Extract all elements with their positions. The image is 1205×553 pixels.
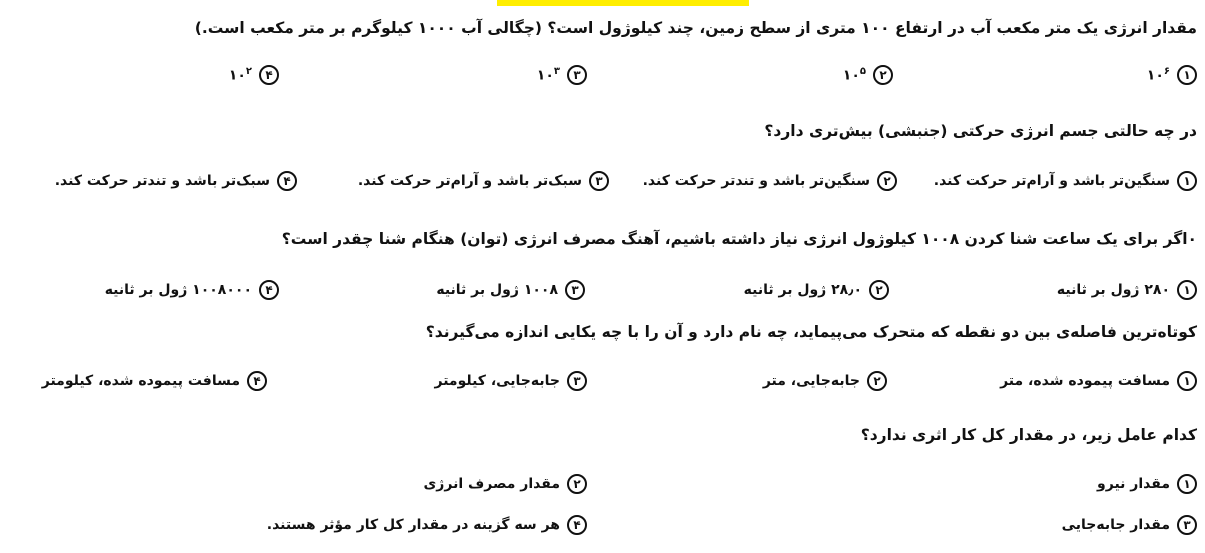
option-text: سنگین‌تر باشد و آرام‌تر حرکت کند. bbox=[933, 173, 1170, 189]
option-number-badge: ۱ bbox=[1177, 65, 1197, 85]
option-value: $۱۰^۲$ bbox=[228, 66, 252, 84]
option-3[interactable] bbox=[436, 275, 585, 305]
question-5 bbox=[0, 421, 1205, 451]
option-2[interactable] bbox=[843, 60, 893, 90]
option-3[interactable] bbox=[435, 366, 588, 396]
option-number-badge: ۲ bbox=[567, 474, 587, 494]
question-1-options bbox=[0, 60, 1205, 90]
question-text: در چه حالتی جسم انرژی حرکتی (جنبشی) بیش‌تری دارد؟ bbox=[764, 122, 1197, 140]
option-text: جابه‌جایی، متر bbox=[762, 373, 860, 389]
option-4[interactable] bbox=[229, 60, 279, 90]
option-text: ۱۰۰۸ ژول بر ثانیه bbox=[436, 282, 558, 298]
question-3-options bbox=[0, 275, 1205, 305]
option-text: سبک‌تر باشد و آرام‌تر حرکت کند. bbox=[357, 173, 582, 189]
option-3[interactable] bbox=[537, 60, 587, 90]
option-1[interactable] bbox=[1147, 60, 1197, 90]
question-5-options-row-1 bbox=[0, 469, 1205, 499]
option-text: ۲۸٫۰ ژول بر ثانیه bbox=[743, 282, 862, 298]
question-1 bbox=[0, 14, 1205, 44]
option-text: هر سه گزینه در مقدار کل کار مؤثر هستند. bbox=[266, 517, 560, 533]
question-text: ۰اگر برای یک ساعت شنا کردن ۱۰۰۸ کیلوژول انرژی نیاز داشته باشیم، آهنگ مصرف انرژی (توان) هنگام شنا چقدر است؟ bbox=[281, 230, 1197, 248]
option-text: ۲۸۰ ژول بر ثانیه bbox=[1056, 282, 1170, 298]
option-text: مقدار نیرو bbox=[1097, 476, 1170, 492]
question-2 bbox=[0, 117, 1205, 147]
option-number-badge: ۲ bbox=[867, 371, 887, 391]
option-number-badge: ۱ bbox=[1177, 171, 1197, 191]
option-number-badge: ۴ bbox=[277, 171, 297, 191]
option-value: $۱۰^۶$ bbox=[1146, 66, 1170, 84]
option-1[interactable] bbox=[934, 166, 1197, 196]
option-number-badge: ۳ bbox=[565, 280, 585, 300]
option-1[interactable] bbox=[1097, 469, 1197, 499]
option-number-badge: ۱ bbox=[1177, 474, 1197, 494]
option-number-badge: ۴ bbox=[259, 65, 279, 85]
option-text: مسافت پیموده شده، متر bbox=[1000, 373, 1170, 389]
option-number-badge: ۴ bbox=[259, 280, 279, 300]
question-4-options bbox=[0, 366, 1205, 396]
question-5-options-row-2 bbox=[0, 510, 1205, 540]
option-text: جابه‌جایی، کیلومتر bbox=[434, 373, 560, 389]
question-2-options bbox=[0, 166, 1205, 196]
question-text: کوتاه‌ترین فاصله‌ی بین دو نقطه که متحرک می‌پیماید، چه نام دارد و آن را با چه یکایی اندازه می‌گیرند؟ bbox=[425, 323, 1197, 341]
question-text: کدام عامل زیر، در مقدار کل کار اثری ندارد؟ bbox=[860, 426, 1197, 444]
question-text: مقدار انرژی یک متر مکعب آب در ارتفاع ۱۰۰ متری از سطح زمین، چند کیلوژول است؟ (چگالی آب ۱۰۰۰ کیلوگرم بر متر مکعب است.) bbox=[194, 19, 1197, 37]
option-3[interactable] bbox=[1062, 510, 1197, 540]
yellow-highlight-bar bbox=[497, 0, 749, 6]
option-4[interactable] bbox=[55, 166, 297, 196]
option-number-badge: ۴ bbox=[247, 371, 267, 391]
option-2[interactable] bbox=[744, 275, 889, 305]
option-value: $۱۰^۳$ bbox=[536, 66, 560, 84]
option-number-badge: ۳ bbox=[1177, 515, 1197, 535]
option-text: مسافت پیموده شده، کیلومتر bbox=[41, 373, 240, 389]
option-text: مقدار مصرف انرژی bbox=[423, 476, 560, 492]
option-text: سبک‌تر باشد و تندتر حرکت کند. bbox=[54, 173, 270, 189]
option-number-badge: ۳ bbox=[567, 65, 587, 85]
option-number-badge: ۳ bbox=[567, 371, 587, 391]
question-3 bbox=[0, 225, 1205, 255]
option-3[interactable] bbox=[358, 166, 609, 196]
option-number-badge: ۱ bbox=[1177, 280, 1197, 300]
option-1[interactable] bbox=[1057, 275, 1197, 305]
option-number-badge: ۳ bbox=[589, 171, 609, 191]
option-value: $۱۰^۵$ bbox=[842, 66, 866, 84]
option-2[interactable] bbox=[643, 166, 897, 196]
option-1[interactable] bbox=[1000, 366, 1197, 396]
option-number-badge: ۱ bbox=[1177, 371, 1197, 391]
option-4[interactable] bbox=[105, 275, 279, 305]
option-number-badge: ۴ bbox=[567, 515, 587, 535]
option-text: ۱۰۰۸۰۰۰ ژول بر ثانیه bbox=[104, 282, 252, 298]
option-4[interactable] bbox=[267, 510, 587, 540]
option-2[interactable] bbox=[423, 469, 587, 499]
option-text: مقدار جابه‌جایی bbox=[1061, 517, 1170, 533]
option-2[interactable] bbox=[763, 366, 887, 396]
option-number-badge: ۲ bbox=[877, 171, 897, 191]
question-4 bbox=[0, 318, 1205, 348]
option-number-badge: ۲ bbox=[873, 65, 893, 85]
option-text: سنگین‌تر باشد و تندتر حرکت کند. bbox=[642, 173, 870, 189]
option-4[interactable] bbox=[42, 366, 267, 396]
option-number-badge: ۲ bbox=[869, 280, 889, 300]
